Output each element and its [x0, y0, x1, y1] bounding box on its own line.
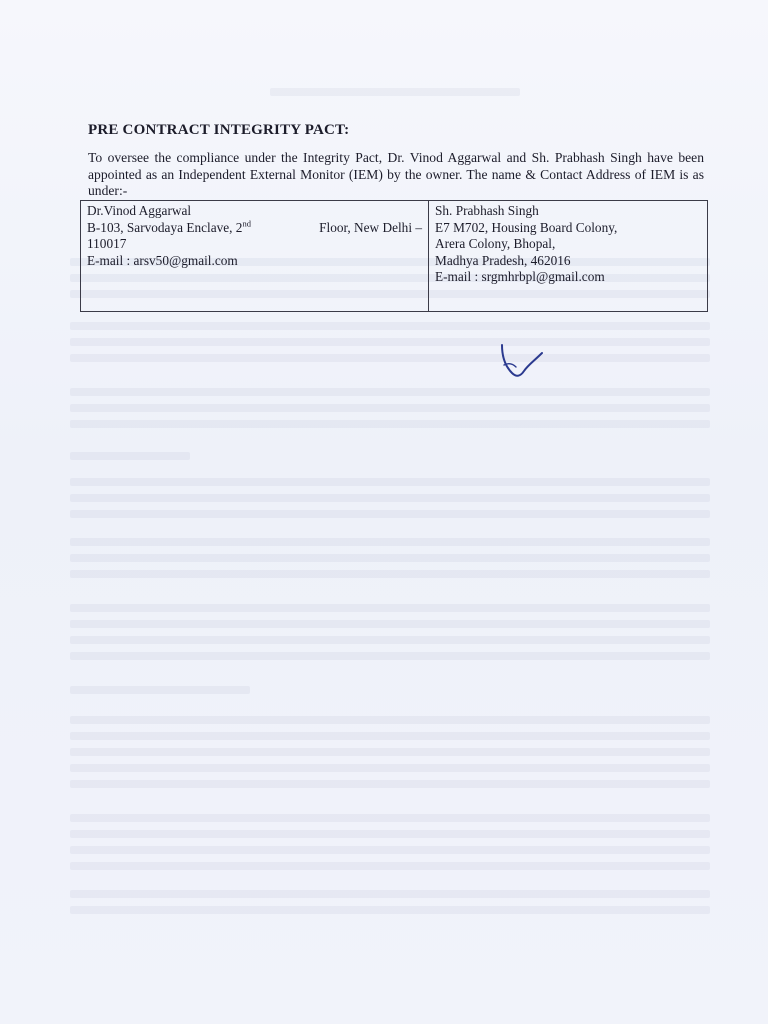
bleed-through-line	[70, 322, 710, 330]
bleed-through-line	[70, 686, 250, 694]
iem-address-line	[87, 220, 422, 237]
iem-address-part-1: B-103, Sarvodaya Enclave, 2nd	[87, 218, 251, 235]
intro-paragraph: To oversee the compliance under the Integrity Pact, Dr. Vinod Aggarwal and Sh. Prabhash Singh have been appointed as an Independent External Monitor (IEM) by the owner. The name & Contact Address of IEM is as under:-	[88, 150, 704, 198]
iem-name: Sh. Prabhash Singh	[435, 203, 539, 218]
iem-address-part-2: Floor, New Delhi –	[319, 219, 422, 235]
bleed-through-line	[70, 620, 710, 628]
bleed-through-line	[70, 554, 710, 562]
bleed-through-line	[70, 764, 710, 772]
bleed-through-line	[70, 570, 710, 578]
iem-contact-table	[80, 200, 708, 312]
bleed-through-line	[270, 88, 520, 96]
bleed-through-line	[70, 780, 710, 788]
bleed-through-line	[70, 420, 710, 428]
bleed-through-line	[70, 338, 710, 346]
iem-pin-code: 110017	[87, 236, 127, 251]
bleed-through-line	[70, 830, 710, 838]
bleed-through-line	[70, 452, 190, 460]
iem-address-line: Arera Colony, Bhopal,	[435, 236, 556, 251]
iem-name: Dr.Vinod Aggarwal	[87, 203, 192, 218]
bleed-through-line	[70, 636, 710, 644]
bleed-through-line	[70, 388, 710, 396]
bleed-through-line	[70, 478, 710, 486]
ordinal-suffix: nd	[242, 218, 251, 229]
bleed-through-line	[70, 510, 710, 518]
iem-email: E-mail : arsv50@gmail.com	[87, 252, 238, 268]
bleed-through-line	[70, 494, 710, 502]
iem-address-line: E7 M702, Housing Board Colony,	[435, 219, 618, 235]
bleed-through-line	[70, 538, 710, 546]
handwritten-signature	[490, 335, 550, 385]
iem-contact-cell-singh	[429, 201, 708, 312]
bleed-through-line	[70, 846, 710, 854]
bleed-through-line	[70, 716, 710, 724]
bleed-through-line	[70, 404, 710, 412]
table-row	[81, 201, 708, 312]
iem-address-line: Madhya Pradesh, 462016	[435, 252, 571, 268]
page-title: PRE CONTRACT INTEGRITY PACT:	[88, 122, 350, 138]
iem-contact-cell-aggarwal	[81, 201, 429, 312]
iem-email: E-mail : srgmhrbpl@gmail.com	[435, 269, 605, 284]
bleed-through-line	[70, 906, 710, 914]
bleed-through-line	[70, 354, 710, 362]
bleed-through-line	[70, 732, 710, 740]
bleed-through-line	[70, 890, 710, 898]
bleed-through-line	[70, 604, 710, 612]
bleed-through-line	[70, 748, 710, 756]
bleed-through-line	[70, 652, 710, 660]
bleed-through-line	[70, 814, 710, 822]
bleed-through-line	[70, 862, 710, 870]
